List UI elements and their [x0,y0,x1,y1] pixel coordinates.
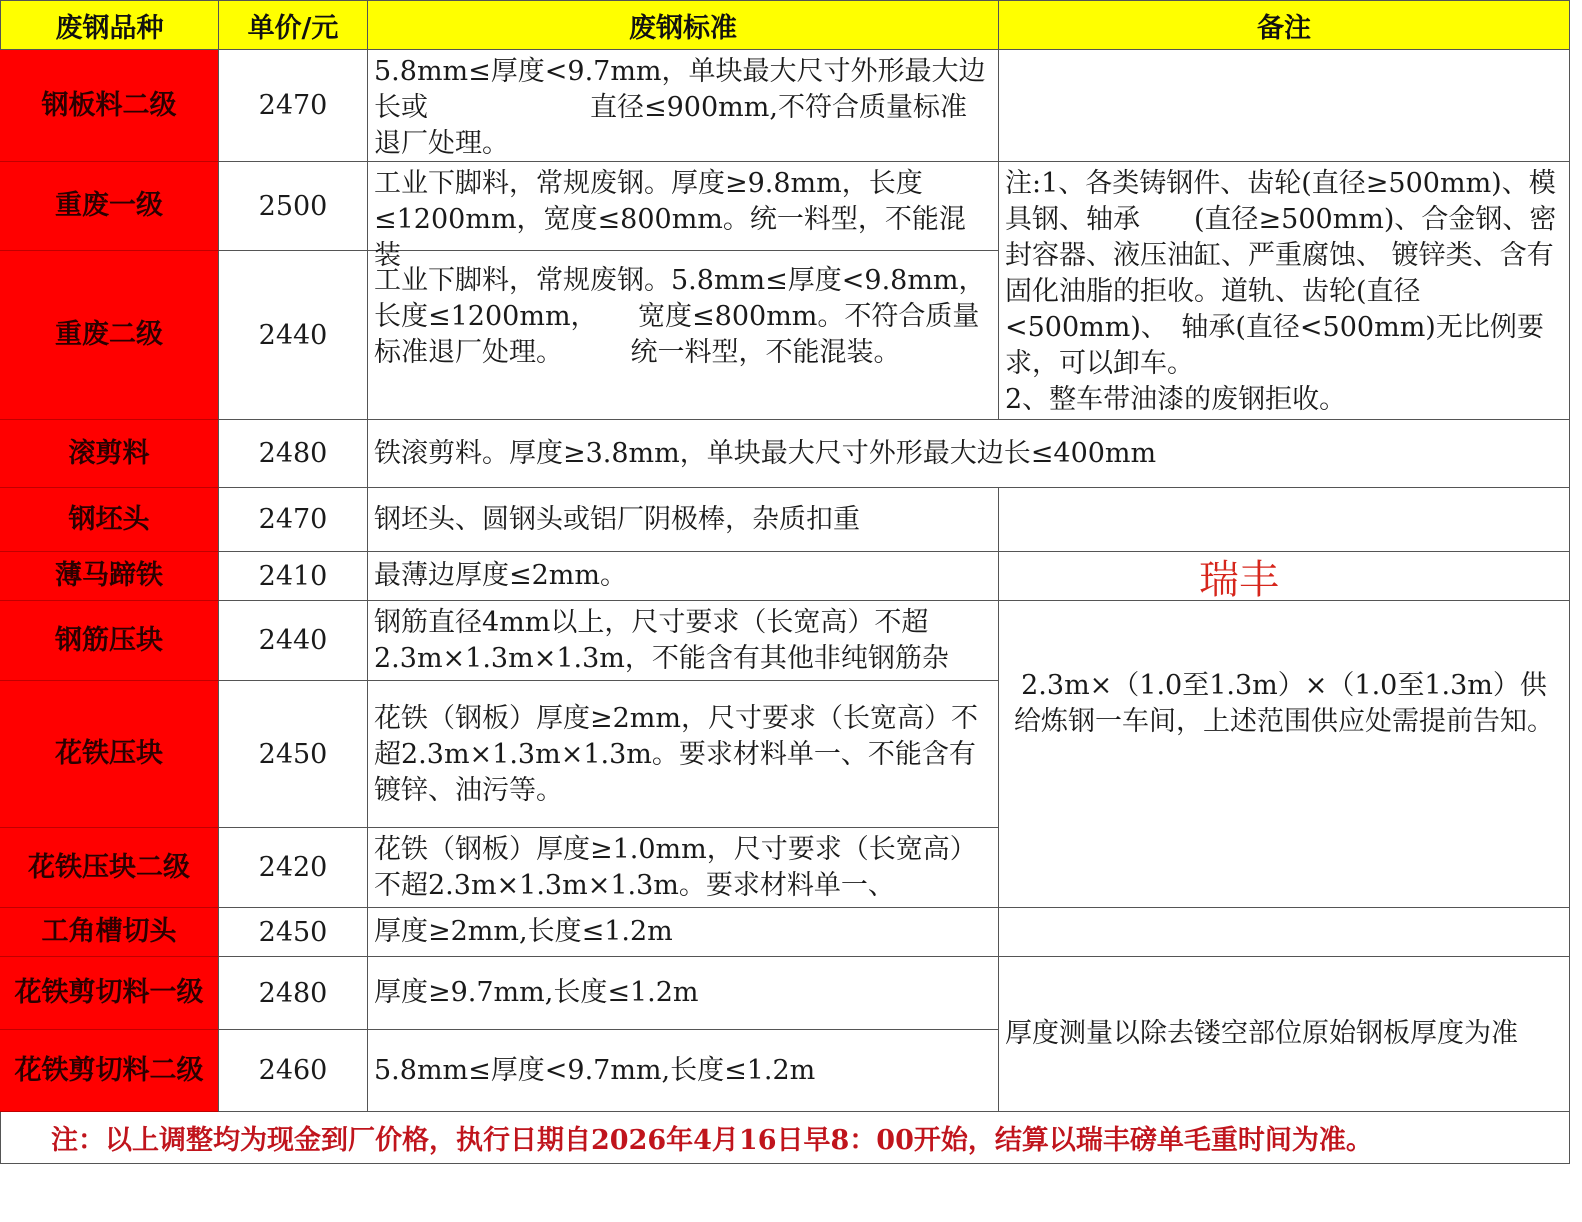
remarks-empty [999,908,1570,957]
remarks-heavy-scrap [999,162,1570,420]
table-row-standard: 工业下脚料，常规废钢。厚度≥9.8mm，长度≤1200mm，宽度≤800mm。统一料型，不能混装 [368,162,999,251]
table-row-price: 2420 [219,828,368,908]
table-row-standard: 花铁（钢板）厚度≥2mm，尺寸要求（长宽高）不超2.3m×1.3m×1.3m。要求材料单一、不能含有镀锌、油污等。 [368,681,999,828]
table-row-standard: 厚度≥2mm,长度≤1.2m [368,908,999,957]
table-row-name: 花铁剪切料二级 [0,1030,219,1112]
remarks-thickness: 厚度测量以除去镂空部位原始钢板厚度为准 [999,957,1570,1112]
table-row-price: 2440 [219,251,368,420]
table-row-price: 2450 [219,681,368,828]
table-row-name: 重废二级 [0,251,219,420]
table-row-price: 2460 [219,1030,368,1112]
table-row-name: 花铁压块 [0,681,219,828]
header-variety: 废钢品种 [0,0,219,50]
table-row-name: 钢坯头 [0,488,219,552]
remarks-heavy-scrap-text-2: 2、整车带油漆的废钢拒收。 [1005,384,1347,415]
table-row-name: 花铁剪切料一级 [0,957,219,1030]
table-row-price: 2440 [219,601,368,681]
table-row-name: 花铁压块二级 [0,828,219,908]
table-row-price: 2500 [219,162,368,251]
table-row-name: 重废一级 [0,162,219,251]
table-row-standard: 厚度≥9.7mm,长度≤1.2m [368,957,999,1030]
table-row-name: 钢筋压块 [0,601,219,681]
table-row-name: 滚剪料 [0,420,219,488]
table-row-standard: 钢坯头、圆钢头或铝厂阴极棒，杂质扣重 [368,488,999,552]
table-row-standard: 铁滚剪料。厚度≥3.8mm，单块最大尺寸外形最大边长≤400mm [368,420,1570,488]
table-row-standard: 工业下脚料，常规废钢。5.8mm≤厚度<9.8mm，长度≤1200mm， 宽度≤800mm。不符合质量标准退厂处理。 统一料型，不能混装。 [368,251,999,420]
table-row-price: 2410 [219,552,368,601]
table-row-price: 2470 [219,50,368,162]
header-remarks: 备注 [999,0,1570,50]
table-row-standard: 5.8mm≤厚度<9.7mm,长度≤1.2m [368,1030,999,1112]
table-row-standard: 花铁（钢板）厚度≥1.0mm，尺寸要求（长宽高）不超2.3m×1.3m×1.3m。要求材料单一、 [368,828,999,908]
table-row-price: 2470 [219,488,368,552]
remarks-heavy-scrap-text: 注:1、各类铸钢件、齿轮(直径≥500mm)、模具钢、轴承 (直径≥500mm)、合金钢、密封容器、液压油缸、严重腐蚀、 镀锌类、含有固化油脂的拒收。道轨、齿轮(直径<500mm)、 轴承(直径<500mm)无比例要求，可以卸车。 [1005,168,1557,379]
table-row-standard: 5.8mm≤厚度<9.7mm，单块最大尺寸外形最大边长或 直径≤900mm,不符合质量标准退厂处理。 [368,50,999,162]
table-row-name: 薄马蹄铁 [0,552,219,601]
table-row-name: 钢板料二级 [0,50,219,162]
header-standard: 废钢标准 [368,0,999,50]
company-stamp: 瑞丰 [999,552,1570,601]
remarks-empty [999,488,1570,552]
table-row-standard: 最薄边厚度≤2mm。 [368,552,999,601]
remarks-empty [999,50,1570,162]
remarks-bale-size: 2.3m×（1.0至1.3m）×（1.0至1.3m）供给炼钢一车间，上述范围供应处需提前告知。 [999,601,1570,908]
table-row-price: 2480 [219,420,368,488]
footer-note: 注：以上调整均为现金到厂价格，执行日期自2026年4月16日早8：00开始，结算以瑞丰磅单毛重时间为准。 [0,1112,1570,1164]
table-row-name: 工角槽切头 [0,908,219,957]
table-row-standard: 钢筋直径4mm以上，尺寸要求（长宽高）不超2.3m×1.3m×1.3m，不能含有其他非纯钢筋杂 [368,601,999,681]
header-price: 单价/元 [219,0,368,50]
table-row-price: 2480 [219,957,368,1030]
table-row-price: 2450 [219,908,368,957]
